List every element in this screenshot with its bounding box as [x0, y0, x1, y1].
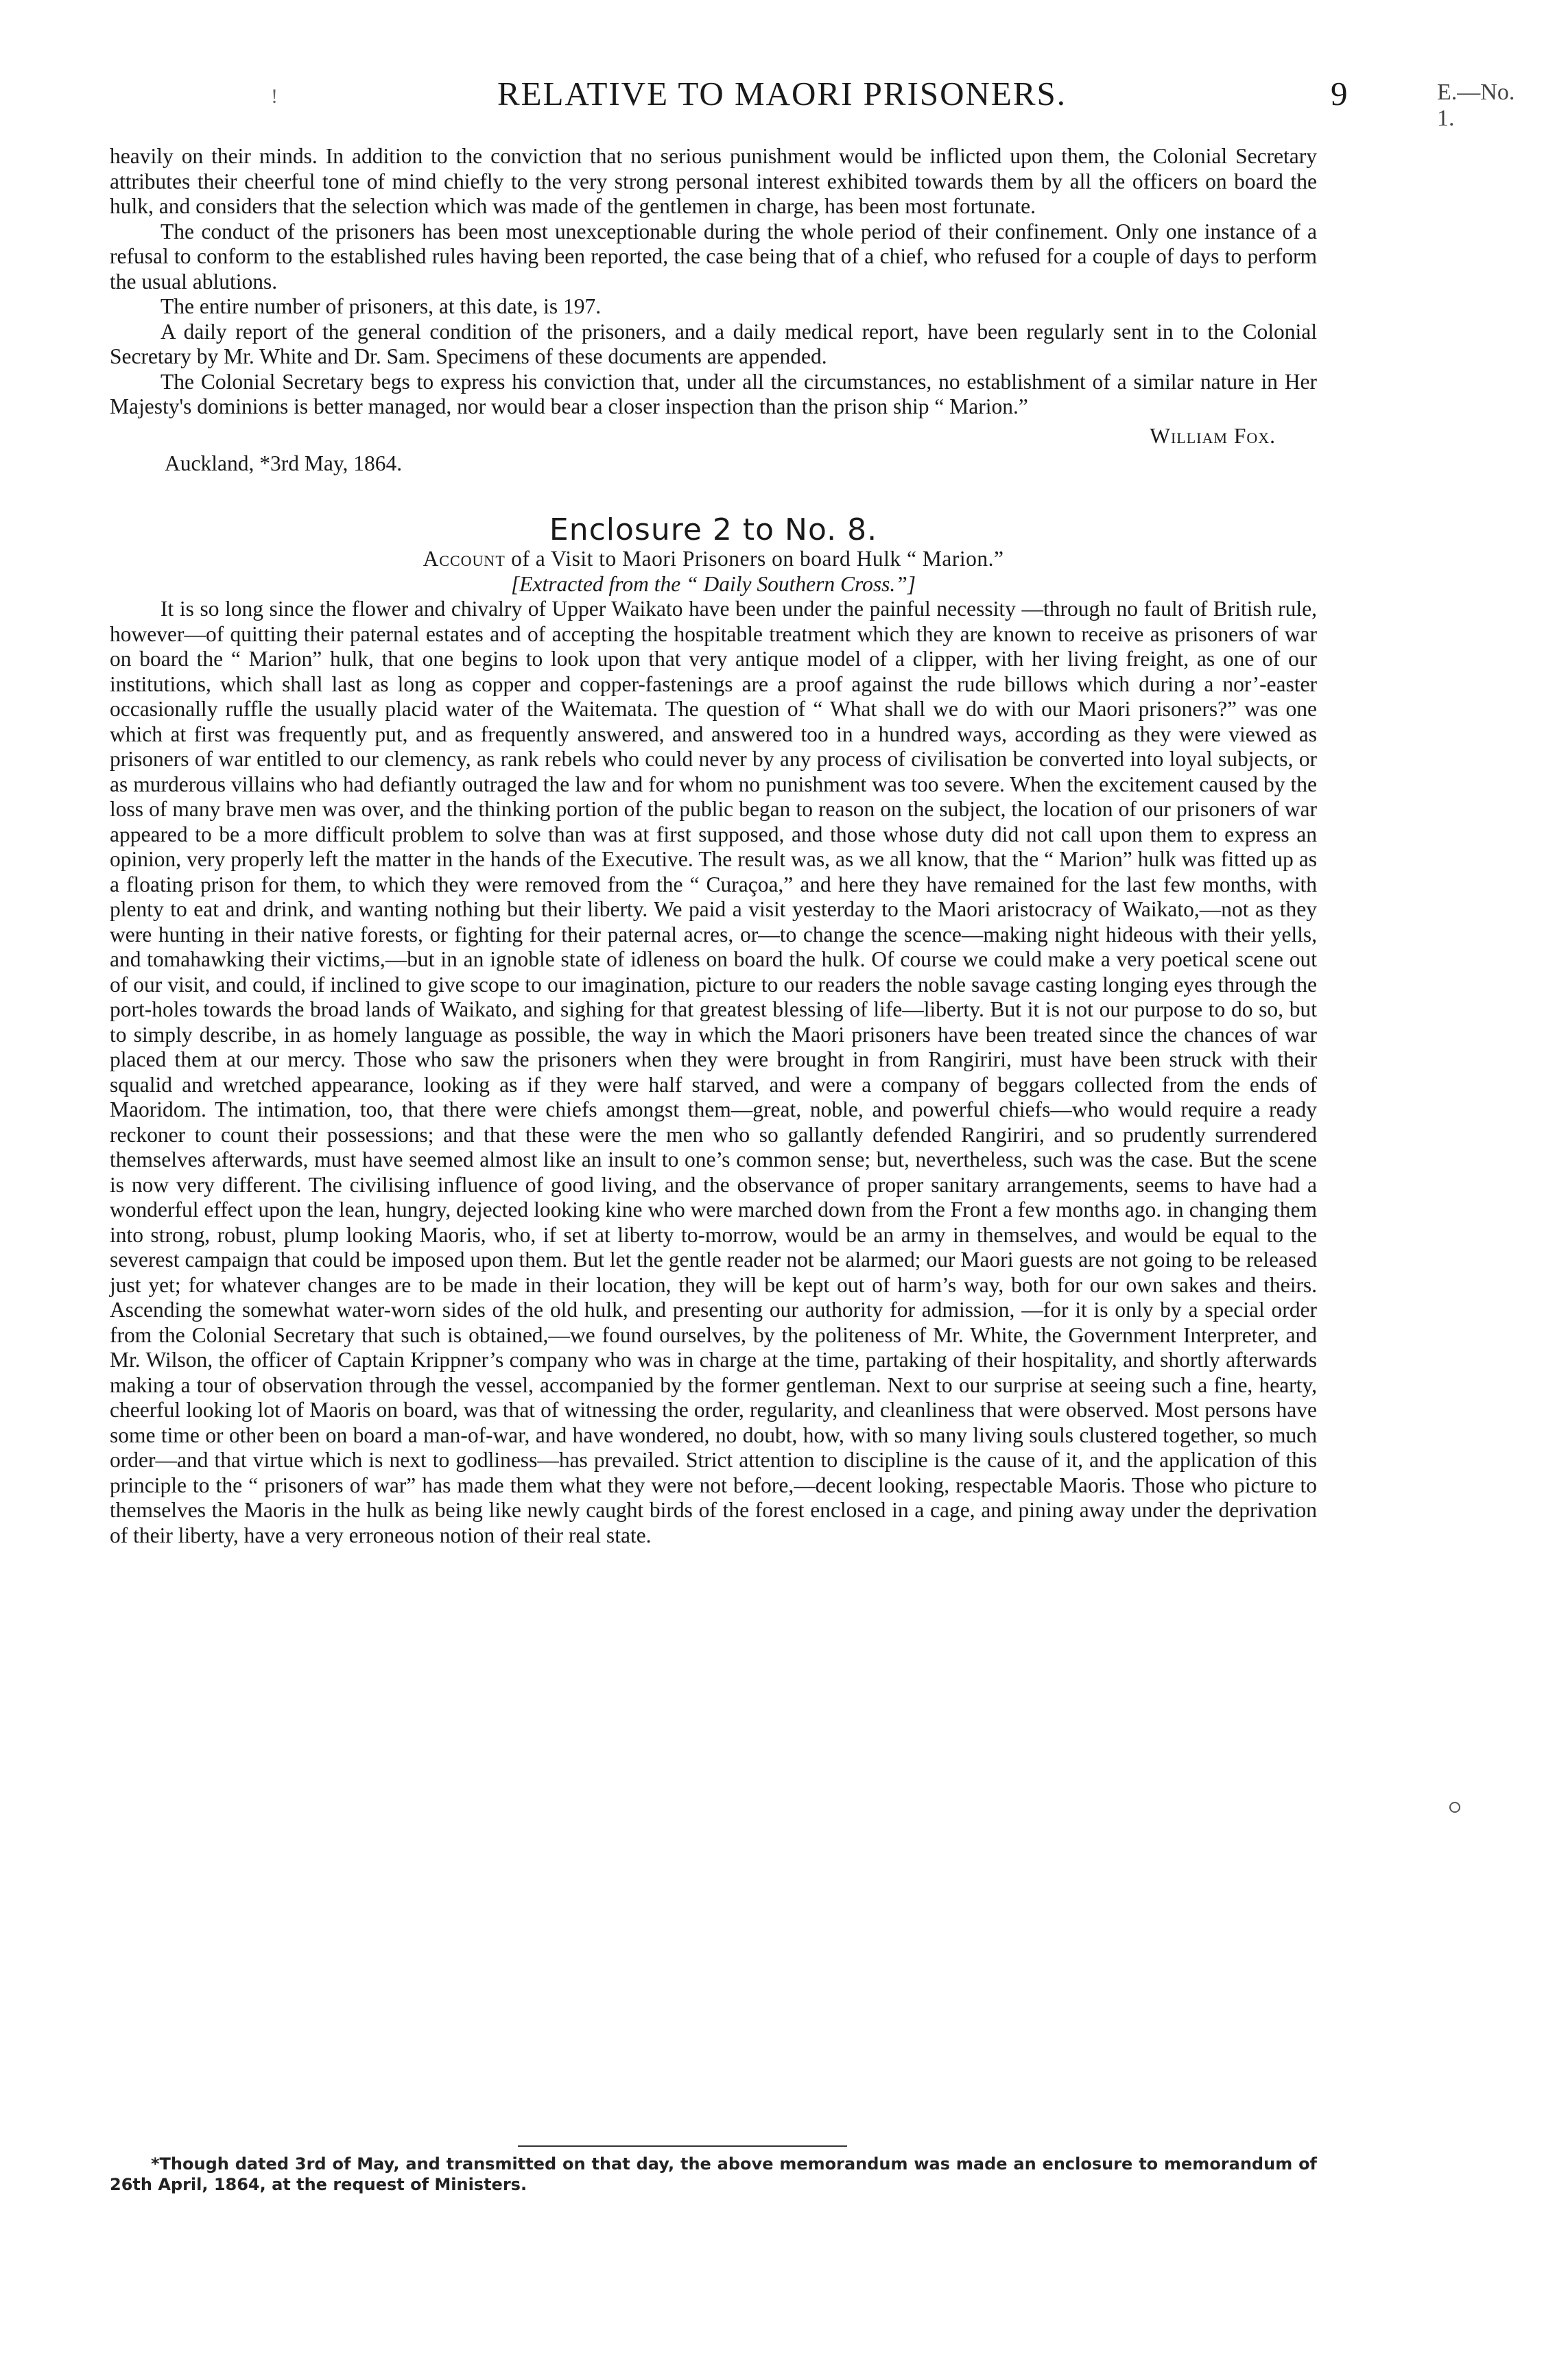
page-header — [110, 74, 1523, 131]
enclosure-subtitle — [110, 547, 1317, 572]
footnote — [110, 2154, 1317, 2195]
intro-paragraph: The entire number of prisoners, at this date, is 197. — [161, 294, 602, 318]
dateline: Auckland, *3rd May, 1864. — [165, 451, 403, 475]
intro-paragraph: The conduct of the prisoners has been most unexceptionable during the whole period of their confinement. Only one instance of a refusal to conform to the established rules having been reported, the case being that of a chief, who refused for a couple of days to perform the usual ablutions. — [110, 219, 1317, 294]
running-title: RELATIVE TO MAORI PRISONERS. — [497, 75, 1067, 112]
signature: William Fox. — [1150, 423, 1276, 448]
page-number: 9 — [1331, 75, 1348, 112]
enclosure-body: It is so long since the flower and chivalry of Upper Waikato have been under the painful necessity —through no fault of British rule, however—of quitting their paternal estates and of accepting the hospitable treatment which they are known to receive as prisoners of war on board the “ Marion” hulk, that one begins to look upon that very antique model of a clipper, with her living freight, as one of our institutions, which shall last as long as copper and copper-fastenings are a proof against the rude billows which during a nor’-easter occasionally ruffle the usually placid water of the Waitemata. The question of “ What shall we do with our Maori prisoners?” was one which at first was frequently put, and as frequently answered, and answered too in a hundred ways, according as they were viewed as prisoners of war entitled to our clemency, as rank rebels who could never by any process of civilisation be converted into loyal subjects, or as murderous villains who had defiantly outraged the law and for whom no punishment was too severe. When the excitement caused by the loss of many brave men was over, and the thinking portion of the public began to reason on the subject, the location of our prisoners of war appeared to be a more difficult problem to solve than was at first supposed, and those whose duty did not call upon them to express an opinion, very properly left the matter in the hands of the Executive. The result was, as we all know, that the “ Marion” hulk was fitted up as a floating prison for them, to which they were removed from the “ Curaçoa,” and here they have remained for the last few months, with plenty to eat and drink, and wanting nothing but their liberty. We paid a visit yesterday to the Maori aristocracy of Waikato,—not as they were hunting in their native forests, or fighting for their paternal acres, or—to change the scence—making night hideous with their yells, and tomahawking their victims,—but in an ignoble state of idleness on board the hulk. Of course we could make a very poetical scene out of our visit, and could, if inclined to give scope to our imagination, picture to our readers the noble savage casting longing eyes through the port-holes towards the broad lands of Waikato, and sighing for that greatest blessing of life—liberty. But it is not our purpose to do so, but to simply describe, in as homely language as possible, the way in which the Maori prisoners have been treated since the chances of war placed them at our mercy. Those who saw the prisoners when they were brought in from Rangiriri, must have been struck with their squalid and wretched appearance, looking as if they were half starved, and were a company of beggars collected from the ends of Maoridom. The intimation, too, that there were chiefs amongst them—great, noble, and powerful chiefs—who would require a ready reckoner to count their possessions; and that these were the men who so gallantly defended Rangiriri, and so prudently surrendered themselves afterwards, must have seemed almost like an insult to one’s common sense; but, nevertheless, such was the case. But the scene is now very different. The civilising influence of good living, and the observance of proper sanitary arrangements, seems to have had a wonderful effect upon the lean, hungry, dejected looking kine who were marched down from the Front a few months ago. in changing them into strong, robust, plump looking Maoris, who, if set at liberty to-morrow, would be an army in themselves, and would be equal to the severest campaign that could be imposed upon them. But let the gentle reader not be alarmed; our Maori guests are not going to be released just yet; for whatever changes are to be made in their location, they will be kept out of harm’s way, both for our own sakes and theirs. Ascending the somewhat water-worn sides of the old hulk, and presenting our authority for admission, —for it is only by a special order from the Colonial Secretary that such is obtained,—we found ourselves, by the politeness of Mr. White, the Government Interpreter, and Mr. Wilson, the officer of Captain Krippner’s company who was in charge at the time, partaking of their hospitality, and shortly afterwards making a tour of observation through the vessel, accompanied by the former gentleman. Next to our surprise at seeing such a fine, hearty, cheerful looking lot of Maoris on board, was that of witnessing the order, regularity, and cleanliness that were observed. Most persons have some time or other been on board a man-of-war, and have wondered, no doubt, how, with so many living souls clustered together, so much order—and that virtue which is next to godliness—has prevailed. Strict attention to discipline is the cause of it, and the application of this principle to the “ prisoners of war” has made them what they were not before,—decent looking, respectable Maoris. Those who picture to themselves the Maoris in the hulk as being like newly caught birds of the forest enclosed in a cage, and pining away under the deprivation of their liberty, have a very erroneous notion of their real state. — [110, 597, 1317, 1547]
enclosure-subtitle-rest: of a Visit to Maori Prisoners on board Hulk “ Marion.” — [505, 547, 1004, 571]
document-body — [110, 144, 1317, 1548]
intro-paragraph: The Colonial Secretary begs to express his conviction that, under all the circumstances, no establishment of a similar nature in Her Majesty's dominions is better managed, nor would bear a closer inspection than the prison ship “ Marion.” — [110, 369, 1317, 418]
margin-circle-mark — [1449, 1802, 1460, 1813]
intro-paragraph: heavily on their minds. In addition to the conviction that no serious punishment would be inflicted upon them, the Colonial Secretary attributes their cheerful tone of mind chiefly to the very strong personal interest exhibited towards them by all the officers on board the hulk, and considers that the selection which was made of the gentlemen in charge, has been most fortunate. — [110, 144, 1317, 218]
margin-tick: ! — [271, 85, 278, 108]
intro-paragraph: A daily report of the general condition of the prisoners, and a daily medical report, have been regularly sent in to the Colonial Secretary by Mr. White and Dr. Sam. Specimens of these documents are appended. — [110, 319, 1317, 368]
enclosure-source: [Extracted from the “ Daily Southern Cross.”] — [510, 571, 916, 596]
footnote-rule — [518, 2145, 847, 2147]
enclosure-heading: Enclosure 2 to No. 8. — [549, 512, 878, 547]
footnote-text: *Though dated 3rd of May, and transmitted on that day, the above memorandum was made an enclosure to memorandum of 26th April, 1864, at the request of Ministers. — [110, 2154, 1317, 2194]
enclosure-subtitle-caps: Account — [423, 547, 506, 571]
paper-reference: E.—No. 1. — [1437, 80, 1515, 131]
